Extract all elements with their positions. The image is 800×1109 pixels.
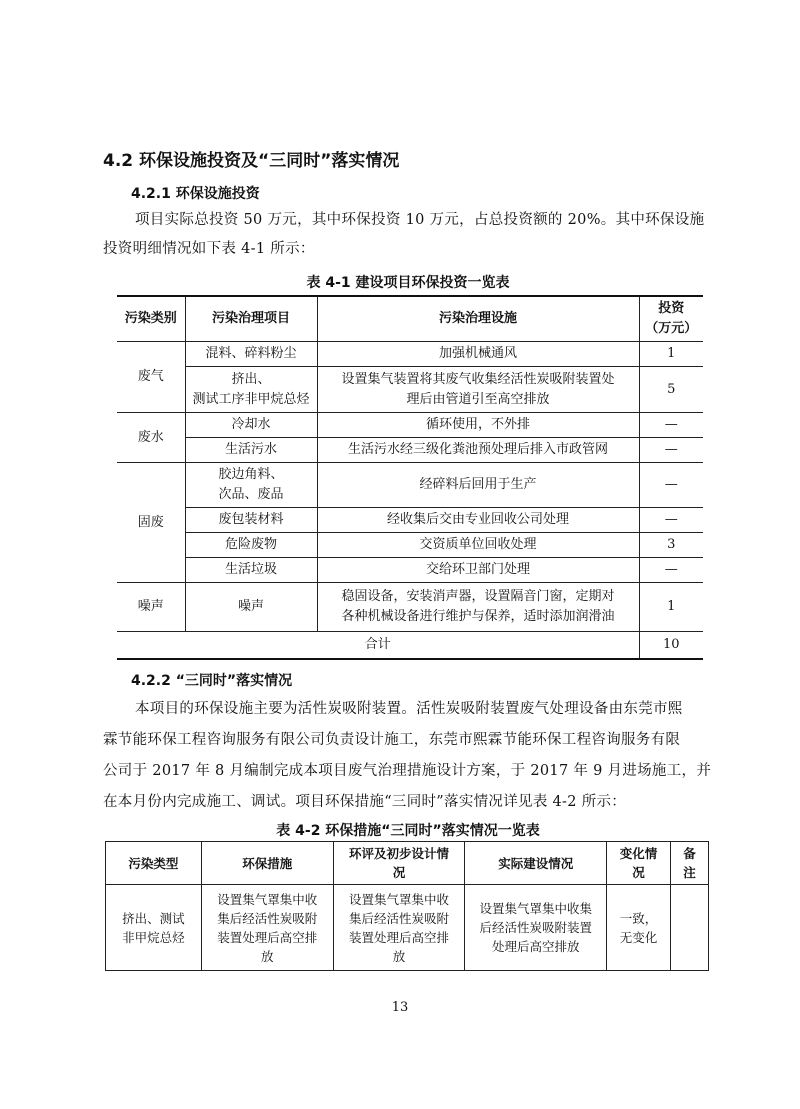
total-label: 合计 bbox=[117, 632, 639, 659]
facility-cell: 经收集后交由专业回收公司处理 bbox=[317, 508, 639, 533]
header-item: 污染治理项目 bbox=[185, 296, 317, 342]
table-row bbox=[106, 885, 709, 971]
item-cell: 生活垃圾 bbox=[185, 558, 317, 583]
facility-cell: 经碎料后回用于生产 bbox=[317, 463, 639, 508]
facility-cell: 生活污水经三级化粪池预处理后排入市政管网 bbox=[317, 438, 639, 463]
change-cell: 一致， 无变化 bbox=[607, 885, 671, 971]
item-cell: 胶边角料、 次品、废品 bbox=[185, 463, 317, 508]
investment-cell: 5 bbox=[639, 367, 703, 413]
header-actual: 实际建设情况 bbox=[465, 842, 607, 885]
investment-cell: — bbox=[639, 413, 703, 438]
paragraph-line: 投资明细情况如下表 4-1 所示： bbox=[103, 241, 315, 257]
investment-cell: — bbox=[639, 438, 703, 463]
paragraph-line: 在本月份内完成施工、调试。项目环保措施“三同时”落实情况详见表 4-2 所示： bbox=[103, 794, 627, 810]
subsection-heading-4-2-2: 4.2.2 “三同时”落实情况 bbox=[131, 673, 293, 689]
header-investment: 投资 （万元） bbox=[639, 296, 703, 342]
header-change: 变化情 况 bbox=[607, 842, 671, 885]
table-row bbox=[117, 367, 703, 413]
note-cell bbox=[671, 885, 709, 971]
facility-cell: 稳固设备，安装消声器，设置隔音门窗，定期对 各种机械设备进行维护与保养，适时添加润滑油 bbox=[317, 583, 639, 632]
measure-cell: 设置集气罩集中收 集后经活性炭吸附 装置处理后高空排 放 bbox=[201, 885, 333, 971]
table2-caption: 表 4-2 环保措施“三同时”落实情况一览表 bbox=[276, 823, 540, 839]
type-cell: 挤出、测试 非甲烷总烃 bbox=[106, 885, 202, 971]
item-cell: 生活污水 bbox=[185, 438, 317, 463]
paragraph-line: 本项目的环保设施主要为活性炭吸附装置。活性炭吸附装置废气处理设备由东莞市熙 bbox=[135, 701, 683, 717]
item-cell: 挤出、 测试工序非甲烷总烃 bbox=[185, 367, 317, 413]
paragraph-line: 公司于 2017 年 8 月编制完成本项目废气治理措施设计方案，于 2017 年 9 月进场施工，并 bbox=[103, 763, 712, 779]
category-cell: 废气 bbox=[117, 342, 185, 413]
category-cell: 固废 bbox=[117, 463, 185, 583]
header-facility: 污染治理设施 bbox=[317, 296, 639, 342]
header-note: 备 注 bbox=[671, 842, 709, 885]
investment-cell: — bbox=[639, 508, 703, 533]
investment-cell: — bbox=[639, 558, 703, 583]
item-cell: 废包装材料 bbox=[185, 508, 317, 533]
facility-cell: 设置集气装置将其废气收集经活性炭吸附装置处 理后由管道引至高空排放 bbox=[317, 367, 639, 413]
design-cell: 设置集气罩集中收 集后经活性炭吸附 装置处理后高空排 放 bbox=[333, 885, 465, 971]
item-cell: 冷却水 bbox=[185, 413, 317, 438]
header-design: 环评及初步设计情 况 bbox=[333, 842, 465, 885]
header-measure: 环保措施 bbox=[201, 842, 333, 885]
table-row bbox=[117, 508, 703, 533]
item-cell: 噪声 bbox=[185, 583, 317, 632]
category-cell: 废水 bbox=[117, 413, 185, 463]
table1-caption: 表 4-1 建设项目环保投资一览表 bbox=[306, 275, 510, 291]
table-row bbox=[117, 438, 703, 463]
page-number: 13 bbox=[391, 1000, 409, 1015]
table-row bbox=[117, 533, 703, 558]
table-row bbox=[117, 558, 703, 583]
total-row bbox=[117, 632, 703, 659]
subsection-heading-4-2-1: 4.2.1 环保设施投资 bbox=[131, 186, 260, 202]
facility-cell: 循环使用，不外排 bbox=[317, 413, 639, 438]
header-category: 污染类别 bbox=[117, 296, 185, 342]
investment-cell: — bbox=[639, 463, 703, 508]
section-heading: 4.2 环保设施投资及“三同时”落实情况 bbox=[103, 151, 400, 171]
paragraph-line: 霖节能环保工程咨询服务有限公司负责设计施工，东莞市熙霖节能环保工程咨询服务有限 bbox=[103, 732, 681, 748]
item-cell: 危险废物 bbox=[185, 533, 317, 558]
three-simultaneous-table bbox=[105, 841, 709, 971]
table-row bbox=[117, 342, 703, 367]
facility-cell: 交资质单位回收处理 bbox=[317, 533, 639, 558]
investment-cell: 3 bbox=[639, 533, 703, 558]
investment-table bbox=[117, 295, 703, 660]
table-row bbox=[117, 463, 703, 508]
investment-cell: 1 bbox=[639, 583, 703, 632]
table-row bbox=[117, 413, 703, 438]
category-cell: 噪声 bbox=[117, 583, 185, 632]
facility-cell: 加强机械通风 bbox=[317, 342, 639, 367]
paragraph-line: 项目实际总投资 50 万元，其中环保投资 10 万元，占总投资额的 20%。其中环保设施 bbox=[135, 212, 705, 228]
investment-cell: 1 bbox=[639, 342, 703, 367]
total-value: 10 bbox=[639, 632, 703, 659]
facility-cell: 交给环卫部门处理 bbox=[317, 558, 639, 583]
item-cell: 混料、碎料粉尘 bbox=[185, 342, 317, 367]
table-row bbox=[117, 583, 703, 632]
header-type: 污染类型 bbox=[106, 842, 202, 885]
actual-cell: 设置集气罩集中收集 后经活性炭吸附装置 处理后高空排放 bbox=[465, 885, 607, 971]
